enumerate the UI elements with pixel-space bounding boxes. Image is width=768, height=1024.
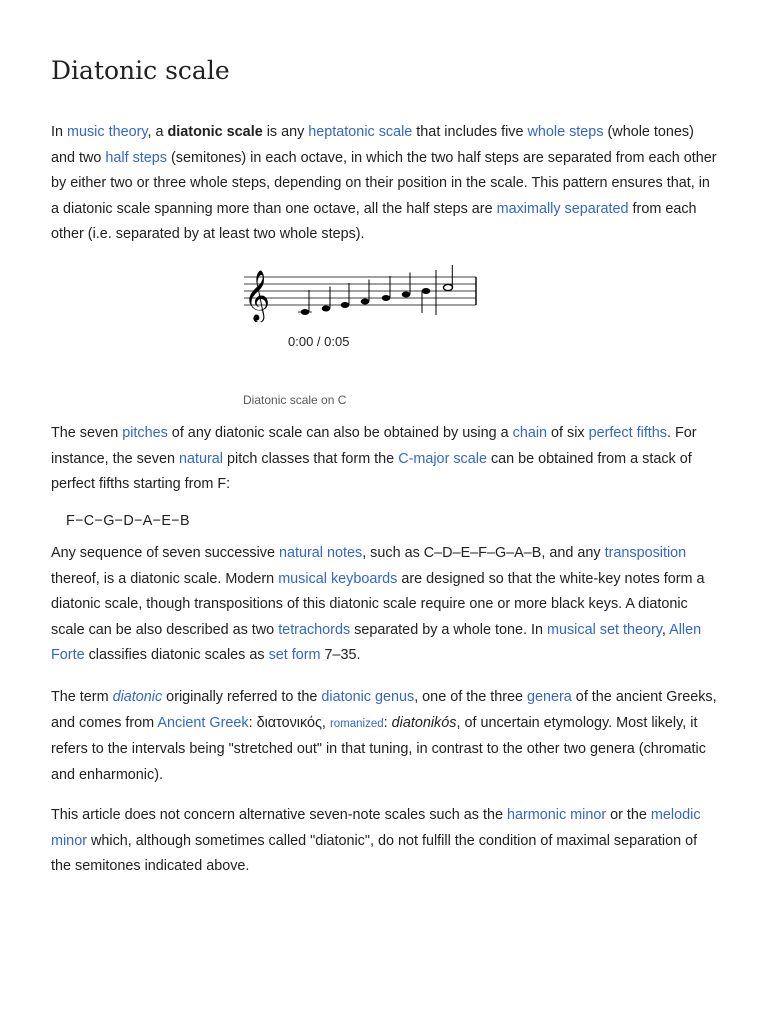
intro-paragraph [51,120,721,248]
link-natural-notes[interactable]: natural notes [278,545,363,561]
link-diatonic[interactable]: diatonic [112,689,163,705]
link-melodic-minor[interactable]: melodic minor [51,807,701,849]
text: : διατονικός, [248,714,330,731]
fifths-sequence: F−C−G−D−A−E−B [66,513,190,529]
link-maximally-separated[interactable]: maximally separated [496,200,629,217]
text: 7–35. [320,647,361,664]
link-pitches[interactable]: pitches [122,425,168,441]
text: The term [51,689,113,705]
link-diatonic-genus[interactable]: diatonic genus [321,689,415,705]
text: (whole tones) and two [51,124,694,166]
text: which, although sometimes called "diatonic", do not fulfill the condition of maximal separation of the semitones indicated above. [51,832,698,875]
text: of the ancient Greeks, and comes from [51,689,717,731]
text: or the [606,807,651,823]
text: This article does not concern alternative seven-note scales such as the [51,807,507,823]
text: In [51,124,67,140]
text: separated by a whole tone. In [350,621,547,638]
link-musical-set-theory[interactable]: musical set theory [547,621,662,638]
text: are designed so that the white-key notes form a diatonic scale, though transpositions of this diatonic scale require one or more black keys. A diatonic scale can be also described as two [51,570,705,638]
link-allen-forte[interactable]: Allen Forte [51,621,702,664]
text: can be obtained from a stack of perfect fifths starting from F: [51,450,692,493]
treble-clef-staff-icon[interactable] [240,260,480,322]
paragraph-etymology [51,685,721,788]
text: classifies diatonic scales as [84,647,269,664]
text: , [661,621,670,638]
audio-time[interactable]: 0:00 / 0:05 [288,334,350,349]
link-heptatonic-scale[interactable]: heptatonic scale [308,124,413,140]
paragraph-fifths [51,421,721,498]
link-ancient-greek[interactable]: Ancient Greek [157,714,249,731]
link-natural[interactable]: natural [179,450,224,467]
link-romanized[interactable]: romanized [329,717,384,730]
text: thereof, is a diatonic scale. Modern [51,570,279,587]
link-musical-keyboards[interactable]: musical keyboards [278,570,398,587]
text: of six [547,425,589,441]
text: (semitones) in each octave, in which the two half steps are separated from each other by either two or three whole steps, depending on their position in the scale. This pattern ensures that, in a diatonic scale spanning more than one octave, all the half steps are [51,149,717,217]
text: that includes five [412,124,528,140]
text: , one of the three [414,689,527,705]
text: of any diatonic scale can also be obtained by using a [167,425,513,441]
text: from each other (i.e. separated by at least two whole steps). [51,200,697,243]
link-half-steps[interactable]: half steps [105,149,168,166]
text: is any [262,124,309,140]
link-transposition[interactable]: transposition [604,545,687,561]
text: . For instance, the seven [51,425,697,467]
text: , such as C–D–E–F–G–A–B, and any [362,545,605,561]
link-tetrachords[interactable]: tetrachords [278,621,351,638]
paragraph-natural-notes [51,541,721,669]
text: The seven [51,425,123,441]
link-perfect-fifths[interactable]: perfect fifths [588,425,668,441]
page-title: Diatonic scale [51,56,230,85]
text: originally referred to the [162,689,322,705]
text: , a [147,124,168,140]
svg-text:𝄞: 𝄞 [244,270,271,321]
link-c-major-scale[interactable]: C-major scale [398,450,487,467]
link-genera[interactable]: genera [527,689,572,705]
link-set-form[interactable]: set form [268,647,321,664]
bold-term: diatonic scale [167,124,263,140]
link-chain[interactable]: chain [512,425,548,441]
text: , of uncertain etymology. Most likely, it refers to the intervals being "stretched out" in that tuning, in contrast to the other two genera (chromatic and enharmonic). [51,714,706,783]
link-harmonic-minor[interactable]: harmonic minor [506,807,607,823]
paragraph-scope [51,803,721,880]
link-whole-steps[interactable]: whole steps [527,124,604,140]
text: : [383,714,392,731]
text: pitch classes that form the [223,450,399,467]
transliteration: diatonikós [391,714,457,731]
text: Any sequence of seven successive [51,545,279,561]
figure-caption: Diatonic scale on C [243,393,347,407]
link-music-theory[interactable]: music theory [67,124,148,140]
